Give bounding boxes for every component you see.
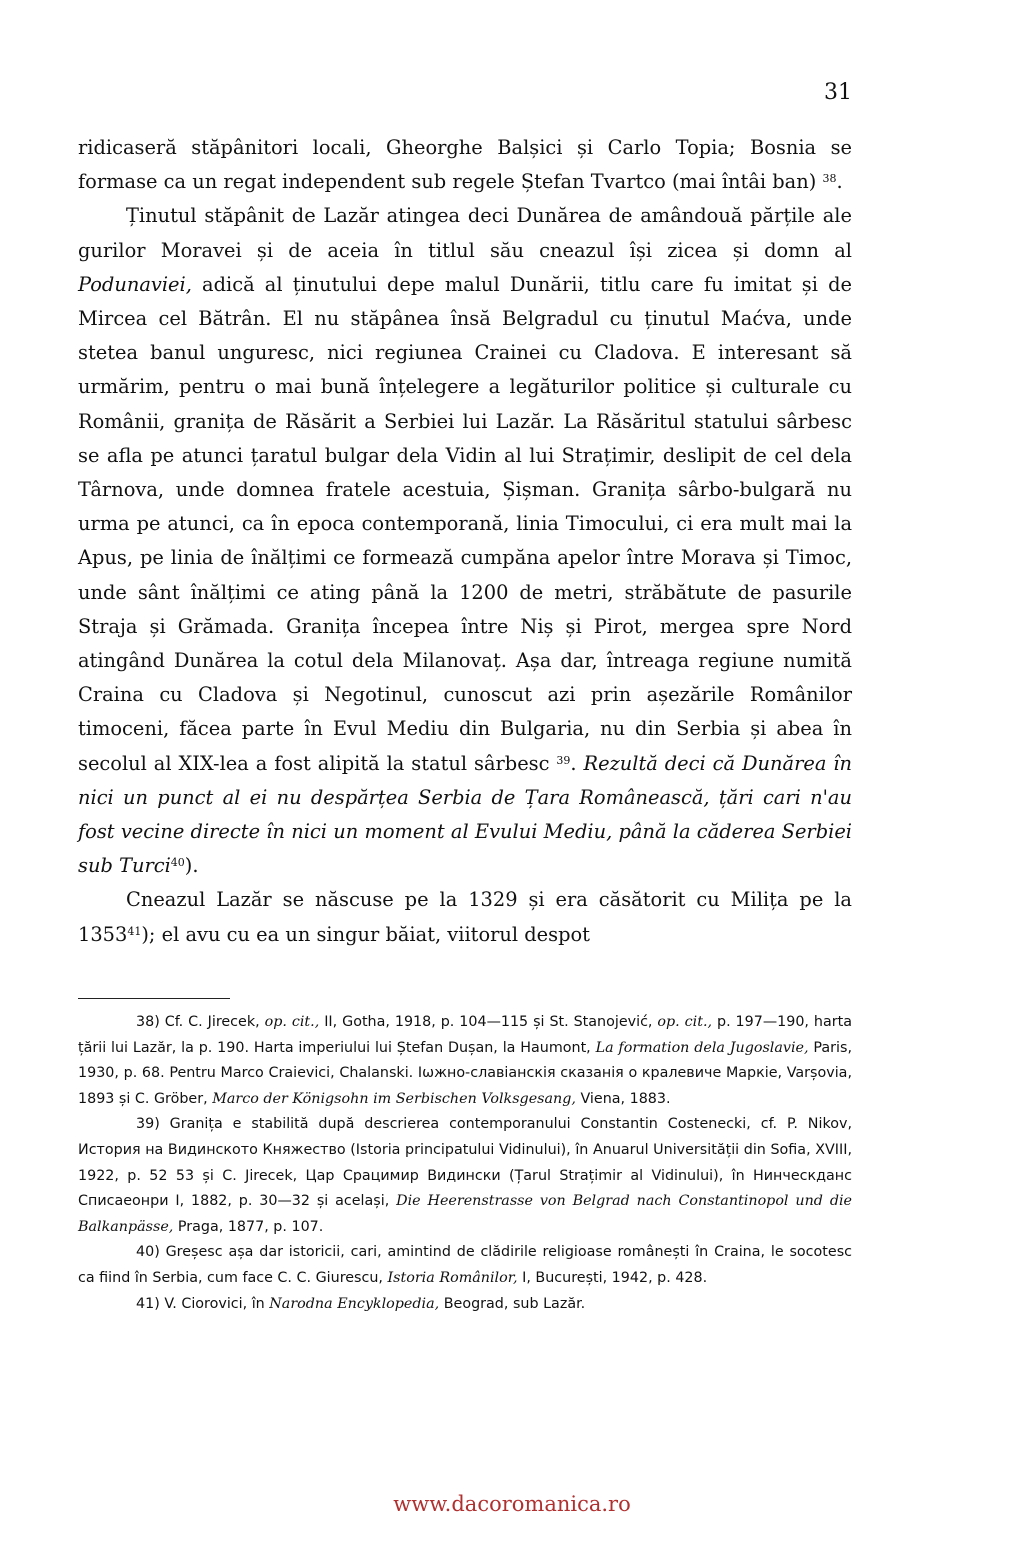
footnote-40 [78,1240,852,1291]
footnote-38-text-a: 38) Cf. C. Jirecek, [136,1014,265,1030]
footnote-41-title: Narodna Encyklopedia, [269,1295,440,1312]
footnote-39-text-a: 39) Granița e stabilită după descrierea contemporanului Constantin Costenecki, cf. P. Nikov, История на Видинското Княжество (Istoria principatului Vidinului), în Anuarul Universității din Sofia, XVIII, 1922, p. 52 53 și C. Jirecek, Цар Срацимир Видински (Țarul Strațimir al Vidinului), în Нинческданс Списаеонри I, 1882, p. 30—32 și același, [78,1116,852,1210]
paragraph-3-text-b: ); el avu cu ea un singur băiat, viitorul despot [141,922,590,946]
footnote-38-text-c: p. 197—190, harta țării lui Lazăr, la p. 190. Harta imperiului lui Ștefan Dușan, la Haumont, [78,1014,852,1056]
footnote-ref-38: 38 [822,172,837,186]
footnote-39 [78,1112,852,1240]
footnote-ref-40: 40 [170,856,185,870]
paragraph-2-end: ). [184,854,199,878]
paragraph-1-end: . [836,170,843,194]
footnote-41 [78,1292,852,1318]
footnote-40-title: Istoria Românilor, [387,1269,518,1286]
footnote-38-text-d: Paris, 1930, p. 68. Pentru Marco Craievici, Chalanski. Іѡжно-славіанскія сказанія о кралевиче Маркіе, Varșovia, 1893 și C. Gröber, [78,1039,852,1107]
paragraph-2-text-c: . [570,751,584,775]
footnote-38-op-cit-1: op. cit., [264,1014,320,1030]
footnote-divider [78,998,230,999]
paragraph-2 [78,199,852,883]
footnote-38 [78,1010,852,1112]
paragraph-2-text-a: Ținutul stăpânit de Lazăr atingea deci Dunărea de amândouă părțile ale gurilor Moravei și de aceia în titlul său cneazul își zicea și domn al [78,204,852,262]
footnote-38-text-b: II, Gotha, 1918, p. 104—115 și St. Stanojević, [319,1014,658,1030]
paragraph-3 [78,883,852,951]
paragraph-1-text: ridicaseră stăpânitori locali, Gheorghe Balșici și Carlo Topia; Bosnia se formase ca un regat independent sub regele Ștefan Tvartco (mai întâi ban) [78,136,852,194]
footnote-ref-41: 41 [127,924,142,938]
paragraph-2-italic-conclusion: Rezultă deci că Dunărea în nici un punct al ei nu despărțea Serbia de Țara Românească, țări cari n'au fost vecine directe în nici un moment al Evului Mediu, până la căderea Serbiei sub Turci [78,751,852,878]
footnote-38-op-cit-2: op. cit., [657,1014,713,1030]
footnote-39-title: Die Heerenstrasse von Belgrad nach Constantinopol und die Balkanpässe, [78,1193,852,1235]
footnote-40-text-a: 40) Greșesc așa dar istoricii, cari, amintind de clădirile religioase românești în Craina, le socotesc ca fiind în Serbia, cum face C. C. Giurescu, [78,1244,852,1286]
footnote-ref-39: 39 [556,753,571,767]
main-text [78,131,852,952]
page-number: 31 [824,80,852,105]
footnotes [78,1010,852,1317]
footnote-38-title-2: Marco der Königsohn im Serbischen Volksgesang, [212,1090,576,1107]
watermark-url: www.dacoromanica.ro [393,1492,631,1516]
podunaviei-emphasis: Podunaviei, [78,272,192,296]
paragraph-2-text-b: adică al ținutului depe malul Dunării, titlu care fu imitat și de Mircea cel Bătrân. El nu stăpânea însă Belgradul cu ținutul Maćva, unde stetea banul unguresc, nici regiunea Crainei cu Cladova. E interesant să urmărim, pentru o mai bună înțelegere a legăturilor politice și culturale cu Românii, granița de Răsărit a Serbiei lui Lazăr. La Răsăritul statului sârbesc se afla pe atunci țaratul bulgar dela Vidin al lui Strațimir, deslipit de cel dela Târnova, unde domnea fratele acestuia, Șișman. Granița sârbo-bulgară nu urma pe atunci, ca în epoca contemporană, linia Timocului, ci era mult mai la Apus, pe linia de înălțimi ce formează cumpăna apelor între Morava și Timoc, unde sânt înălțimi ce ating până la 1200 de metri, străbătute de pasurile Straja și Grămada. Granița începea între Niș și Pirot, mergea spre Nord atingând Dunărea la cotul dela Milanovaț. Așa dar, întreaga regiune numită Craina cu Cladova și Negotinul, cunoscut azi prin așezările Românilor timoceni, făcea parte în Evul Mediu din Bulgaria, nu din Serbia și abea în secolul al XIX-lea a fost alipită la statul sârbesc [78,272,852,775]
paragraph-3-text-a: Cneazul Lazăr se născuse pe la 1329 și era căsătorit cu Milița pe la 1353 [78,888,852,946]
footnote-40-text-b: I, București, 1942, p. 428. [517,1269,708,1286]
footnote-39-text-b: Praga, 1877, p. 107. [173,1218,324,1235]
footnote-41-text-b: Beograd, sub Lazăr. [439,1295,586,1312]
footnote-38-text-e: Viena, 1883. [575,1090,671,1107]
footnote-41-text-a: 41) V. Ciorovici, în [136,1295,270,1312]
paragraph-1 [78,131,852,199]
footnote-38-title-1: La formation dela Jugoslavie, [595,1039,809,1056]
